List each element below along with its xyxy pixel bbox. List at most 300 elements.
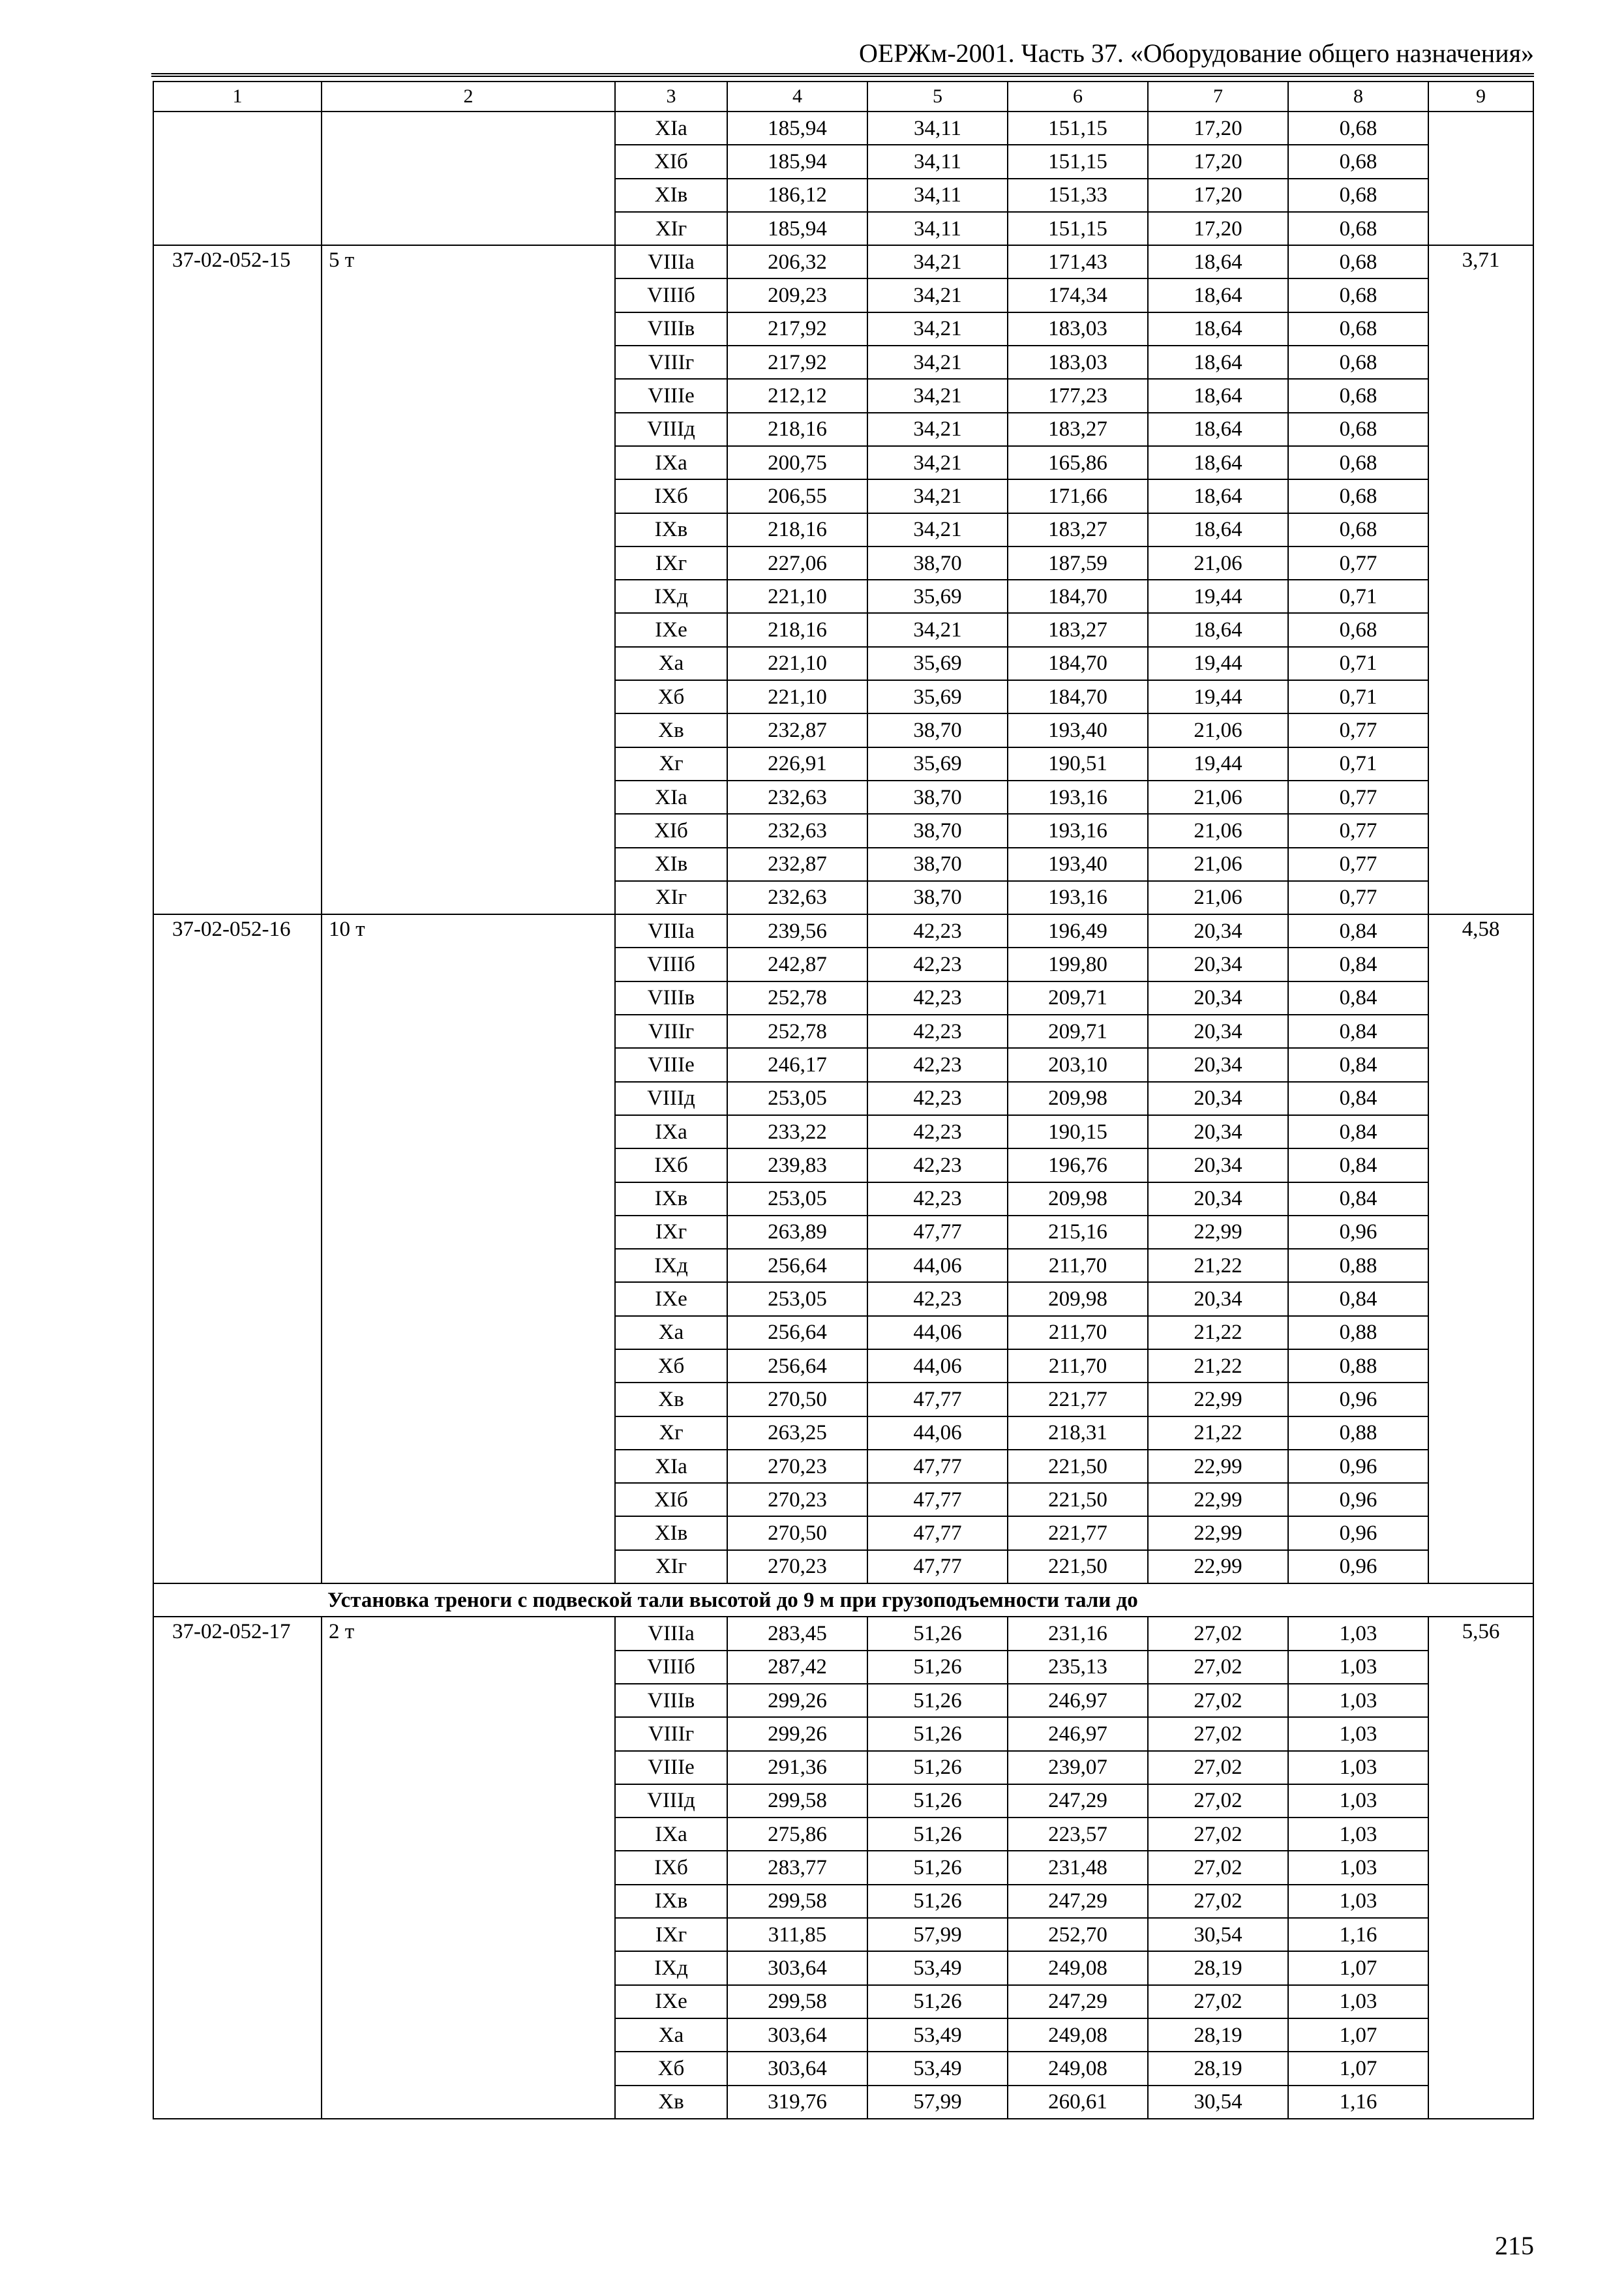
value-cell: 47,77 (867, 1450, 1008, 1483)
zone-cell: VIIIг (615, 1717, 727, 1750)
value-cell: 187,59 (1008, 546, 1148, 580)
value-cell: 0,96 (1288, 1483, 1428, 1516)
value-cell: 217,92 (727, 312, 867, 346)
value-cell: 34,21 (867, 312, 1008, 346)
value-cell: 0,68 (1288, 278, 1428, 312)
capacity-cell (322, 112, 615, 245)
value-cell: 303,64 (727, 1951, 867, 1984)
value-cell: 0,96 (1288, 1383, 1428, 1416)
value-cell: 22,99 (1148, 1483, 1288, 1516)
zone-cell: Xа (615, 2018, 727, 2052)
value-cell: 165,86 (1008, 446, 1148, 479)
zone-cell: VIIIд (615, 1082, 727, 1115)
value-cell: 42,23 (867, 1282, 1008, 1315)
zone-cell: IXв (615, 1182, 727, 1216)
table-row (153, 245, 1533, 278)
value-cell: 34,21 (867, 346, 1008, 379)
value-cell: 0,96 (1288, 1450, 1428, 1483)
value-cell: 1,03 (1288, 1751, 1428, 1784)
zone-cell: XIг (615, 212, 727, 245)
zone-cell: Xв (615, 1383, 727, 1416)
value-cell: 151,15 (1008, 212, 1148, 245)
zone-cell: VIIIд (615, 1784, 727, 1818)
value-cell: 215,16 (1008, 1216, 1148, 1249)
column-number-cell: 5 (867, 82, 1008, 112)
value-cell: 34,21 (867, 278, 1008, 312)
value-cell: 217,92 (727, 346, 867, 379)
value-cell: 42,23 (867, 1082, 1008, 1115)
value-cell: 53,49 (867, 2052, 1008, 2085)
value-cell: 1,16 (1288, 2086, 1428, 2119)
zone-cell: Xв (615, 713, 727, 747)
value-cell: 221,10 (727, 580, 867, 613)
value-cell: 57,99 (867, 2086, 1008, 2119)
zone-cell: IXг (615, 1216, 727, 1249)
value-cell: 253,05 (727, 1282, 867, 1315)
value-cell: 193,40 (1008, 713, 1148, 747)
value-cell: 17,20 (1148, 212, 1288, 245)
value-cell: 246,97 (1008, 1717, 1148, 1750)
value-cell: 0,68 (1288, 245, 1428, 278)
value-cell: 183,27 (1008, 513, 1148, 546)
zone-cell: IXд (615, 1249, 727, 1282)
value-cell: 34,21 (867, 513, 1008, 546)
value-cell: 232,63 (727, 881, 867, 914)
value-cell: 209,98 (1008, 1082, 1148, 1115)
zone-cell: Xб (615, 1349, 727, 1383)
value-cell: 1,16 (1288, 1918, 1428, 1951)
value-cell: 206,32 (727, 245, 867, 278)
zone-cell: XIв (615, 1516, 727, 1549)
value-cell: 47,77 (867, 1483, 1008, 1516)
value-cell: 299,26 (727, 1717, 867, 1750)
value-cell: 0,84 (1288, 914, 1428, 948)
value-cell: 17,20 (1148, 112, 1288, 145)
value-cell: 57,99 (867, 1918, 1008, 1951)
value-cell: 1,03 (1288, 1818, 1428, 1851)
zone-cell: IXг (615, 1918, 727, 1951)
value-cell: 0,68 (1288, 179, 1428, 212)
zone-cell: IXб (615, 1851, 727, 1884)
value-cell: 18,64 (1148, 446, 1288, 479)
zone-cell: Xа (615, 1316, 727, 1349)
column-number-cell: 9 (1428, 82, 1533, 112)
value-cell: 21,06 (1148, 881, 1288, 914)
zone-cell: Xб (615, 2052, 727, 2085)
value-cell: 18,64 (1148, 413, 1288, 446)
code-cell (153, 112, 322, 245)
value-cell: 35,69 (867, 580, 1008, 613)
value-cell: 0,68 (1288, 346, 1428, 379)
value-cell: 203,10 (1008, 1048, 1148, 1081)
value-cell: 174,34 (1008, 278, 1148, 312)
value-cell: 42,23 (867, 981, 1008, 1015)
value-cell: 27,02 (1148, 1717, 1288, 1750)
value-cell: 185,94 (727, 112, 867, 145)
value-cell: 34,11 (867, 179, 1008, 212)
value-cell: 27,02 (1148, 1651, 1288, 1684)
value-cell: 27,02 (1148, 1851, 1288, 1884)
zone-cell: Xб (615, 680, 727, 713)
value-cell: 1,03 (1288, 1651, 1428, 1684)
value-cell: 20,34 (1148, 1082, 1288, 1115)
value-cell: 291,36 (727, 1751, 867, 1784)
value-cell: 242,87 (727, 948, 867, 981)
value-cell: 0,88 (1288, 1416, 1428, 1450)
value-cell: 303,64 (727, 2052, 867, 2085)
value-cell: 260,61 (1008, 2086, 1148, 2119)
page-number: 215 (1495, 2231, 1534, 2260)
value-cell: 42,23 (867, 1115, 1008, 1148)
value-cell: 270,23 (727, 1550, 867, 1583)
value-cell: 221,10 (727, 647, 867, 680)
zone-cell: VIIIд (615, 413, 727, 446)
value-cell: 42,23 (867, 914, 1008, 948)
value-cell: 221,10 (727, 680, 867, 713)
value-cell: 256,64 (727, 1349, 867, 1383)
value-cell: 196,76 (1008, 1148, 1148, 1182)
value-cell: 246,17 (727, 1048, 867, 1081)
value-cell: 21,06 (1148, 713, 1288, 747)
value-cell: 270,50 (727, 1383, 867, 1416)
value-cell: 299,58 (727, 1885, 867, 1918)
value-cell: 0,68 (1288, 112, 1428, 145)
value-cell: 211,70 (1008, 1349, 1148, 1383)
value-cell: 34,11 (867, 145, 1008, 178)
value-cell: 17,20 (1148, 179, 1288, 212)
zone-cell: VIIIб (615, 278, 727, 312)
value-cell: 51,26 (867, 1985, 1008, 2018)
value-cell: 0,96 (1288, 1550, 1428, 1583)
value-cell: 1,03 (1288, 1851, 1428, 1884)
value-cell: 235,13 (1008, 1651, 1148, 1684)
zone-cell: IXв (615, 513, 727, 546)
value-cell: 221,77 (1008, 1383, 1148, 1416)
column-number-cell: 1 (153, 82, 322, 112)
zone-cell: IXг (615, 546, 727, 580)
value-cell: 0,84 (1288, 1115, 1428, 1148)
value-cell: 0,71 (1288, 747, 1428, 781)
value-cell: 275,86 (727, 1818, 867, 1851)
value-cell: 47,77 (867, 1383, 1008, 1416)
value-cell: 252,78 (727, 981, 867, 1015)
value-cell: 0,68 (1288, 613, 1428, 646)
value-cell: 263,25 (727, 1416, 867, 1450)
value-cell: 218,16 (727, 513, 867, 546)
value-cell: 211,70 (1008, 1316, 1148, 1349)
value-cell: 299,58 (727, 1784, 867, 1818)
value-cell: 21,06 (1148, 781, 1288, 814)
zone-cell: IXд (615, 1951, 727, 1984)
value-cell: 28,19 (1148, 2018, 1288, 2052)
value-cell: 190,15 (1008, 1115, 1148, 1148)
value-cell: 199,80 (1008, 948, 1148, 981)
value-cell: 183,27 (1008, 413, 1148, 446)
value-cell: 20,34 (1148, 1282, 1288, 1315)
zone-cell: IXв (615, 1885, 727, 1918)
value-cell: 42,23 (867, 948, 1008, 981)
value-cell: 22,99 (1148, 1383, 1288, 1416)
value-cell: 1,03 (1288, 1717, 1428, 1750)
value-cell: 209,98 (1008, 1182, 1148, 1216)
value-cell: 34,21 (867, 446, 1008, 479)
value-cell: 20,34 (1148, 1182, 1288, 1216)
page-header-title: ОЕРЖм-2001. Часть 37. «Оборудование общего назначения» (859, 38, 1534, 68)
value-cell: 256,64 (727, 1316, 867, 1349)
value-cell: 0,84 (1288, 948, 1428, 981)
value-cell: 34,11 (867, 112, 1008, 145)
value-cell: 34,21 (867, 479, 1008, 513)
value-cell: 34,21 (867, 613, 1008, 646)
value-cell: 151,15 (1008, 112, 1148, 145)
value-cell: 21,22 (1148, 1416, 1288, 1450)
value-cell: 30,54 (1148, 1918, 1288, 1951)
value-cell: 18,64 (1148, 613, 1288, 646)
value-cell: 44,06 (867, 1349, 1008, 1383)
zone-cell: VIIIв (615, 981, 727, 1015)
value-cell: 233,22 (727, 1115, 867, 1148)
value-cell: 34,11 (867, 212, 1008, 245)
value-cell: 200,75 (727, 446, 867, 479)
zone-cell: VIIIа (615, 914, 727, 948)
value-cell: 51,26 (867, 1717, 1008, 1750)
zone-cell: XIв (615, 848, 727, 881)
value-cell: 299,26 (727, 1684, 867, 1717)
value-cell: 0,84 (1288, 981, 1428, 1015)
value-cell: 151,15 (1008, 145, 1148, 178)
zone-cell: XIб (615, 145, 727, 178)
value-cell: 196,49 (1008, 914, 1148, 948)
value-cell: 0,68 (1288, 145, 1428, 178)
value-cell: 249,08 (1008, 2052, 1148, 2085)
value-cell: 193,40 (1008, 848, 1148, 881)
section-title: Установка треноги с подвеской тали высотой до 9 м при грузоподъемности тали до (153, 1583, 1533, 1617)
value-cell: 0,71 (1288, 680, 1428, 713)
value-cell: 232,63 (727, 814, 867, 847)
value-cell: 22,99 (1148, 1450, 1288, 1483)
value-cell: 184,70 (1008, 580, 1148, 613)
zone-cell: VIIIг (615, 346, 727, 379)
value-cell: 21,06 (1148, 848, 1288, 881)
value-cell: 0,88 (1288, 1249, 1428, 1282)
rate-code-cell: 37-02-052-15 (153, 245, 322, 914)
value-cell: 22,99 (1148, 1550, 1288, 1583)
value-cell: 0,84 (1288, 1082, 1428, 1115)
value-cell: 35,69 (867, 647, 1008, 680)
value-cell: 209,98 (1008, 1282, 1148, 1315)
zone-cell: VIIIг (615, 1015, 727, 1048)
zone-cell: VIIIе (615, 379, 727, 412)
value-cell: 218,31 (1008, 1416, 1148, 1450)
value-cell: 21,22 (1148, 1249, 1288, 1282)
value-cell: 319,76 (727, 2086, 867, 2119)
zone-cell: XIа (615, 781, 727, 814)
value-cell: 47,77 (867, 1216, 1008, 1249)
rate-code-cell: 37-02-052-17 (153, 1617, 322, 2118)
value-cell: 299,58 (727, 1985, 867, 2018)
value-cell: 184,70 (1008, 680, 1148, 713)
zone-cell: IXд (615, 580, 727, 613)
value-cell: 51,26 (867, 1684, 1008, 1717)
value-cell: 20,34 (1148, 1015, 1288, 1048)
table-row (153, 112, 1533, 145)
value-cell: 226,91 (727, 747, 867, 781)
value-cell: 209,71 (1008, 981, 1148, 1015)
value-cell: 246,97 (1008, 1684, 1148, 1717)
value-cell: 20,34 (1148, 948, 1288, 981)
value-cell: 20,34 (1148, 1048, 1288, 1081)
zone-cell: XIв (615, 179, 727, 212)
value-cell: 232,63 (727, 781, 867, 814)
value-cell: 0,77 (1288, 881, 1428, 914)
value-cell: 27,02 (1148, 1617, 1288, 1650)
value-cell: 38,70 (867, 713, 1008, 747)
value-cell: 35,69 (867, 747, 1008, 781)
col9-cell (1428, 112, 1533, 245)
value-cell: 185,94 (727, 145, 867, 178)
value-cell: 1,03 (1288, 1617, 1428, 1650)
value-cell: 22,99 (1148, 1516, 1288, 1549)
value-cell: 211,70 (1008, 1249, 1148, 1282)
value-cell: 263,89 (727, 1216, 867, 1249)
value-cell: 0,68 (1288, 513, 1428, 546)
value-cell: 51,26 (867, 1885, 1008, 1918)
value-cell: 190,51 (1008, 747, 1148, 781)
value-cell: 0,68 (1288, 413, 1428, 446)
section-title-row (153, 1583, 1533, 1617)
value-cell: 193,16 (1008, 881, 1148, 914)
value-cell: 252,78 (727, 1015, 867, 1048)
value-cell: 51,26 (867, 1851, 1008, 1884)
value-cell: 51,26 (867, 1784, 1008, 1818)
col9-cell: 3,71 (1428, 245, 1533, 914)
value-cell: 0,84 (1288, 1148, 1428, 1182)
value-cell: 193,16 (1008, 781, 1148, 814)
table-body (153, 82, 1533, 2119)
value-cell: 47,77 (867, 1550, 1008, 1583)
value-cell: 151,33 (1008, 179, 1148, 212)
value-cell: 34,21 (867, 413, 1008, 446)
value-cell: 218,16 (727, 413, 867, 446)
zone-cell: XIа (615, 1450, 727, 1483)
value-cell: 252,70 (1008, 1918, 1148, 1951)
value-cell: 183,27 (1008, 613, 1148, 646)
value-cell: 209,71 (1008, 1015, 1148, 1048)
value-cell: 51,26 (867, 1651, 1008, 1684)
value-cell: 27,02 (1148, 1818, 1288, 1851)
table-row (153, 914, 1533, 948)
value-cell: 51,26 (867, 1751, 1008, 1784)
value-cell: 38,70 (867, 848, 1008, 881)
value-cell: 183,03 (1008, 346, 1148, 379)
value-cell: 177,23 (1008, 379, 1148, 412)
rate-code-cell: 37-02-052-16 (153, 914, 322, 1583)
value-cell: 38,70 (867, 546, 1008, 580)
rates-table (153, 81, 1534, 2119)
zone-cell: IXа (615, 1818, 727, 1851)
value-cell: 283,45 (727, 1617, 867, 1650)
value-cell: 247,29 (1008, 1985, 1148, 2018)
value-cell: 1,07 (1288, 1951, 1428, 1984)
zone-cell: XIа (615, 112, 727, 145)
value-cell: 0,71 (1288, 647, 1428, 680)
value-cell: 44,06 (867, 1316, 1008, 1349)
value-cell: 35,69 (867, 680, 1008, 713)
value-cell: 53,49 (867, 2018, 1008, 2052)
value-cell: 186,12 (727, 179, 867, 212)
value-cell: 287,42 (727, 1651, 867, 1684)
value-cell: 303,64 (727, 2018, 867, 2052)
value-cell: 0,68 (1288, 479, 1428, 513)
value-cell: 270,23 (727, 1450, 867, 1483)
value-cell: 1,03 (1288, 1885, 1428, 1918)
value-cell: 21,22 (1148, 1316, 1288, 1349)
zone-cell: VIIIе (615, 1751, 727, 1784)
value-cell: 20,34 (1148, 1148, 1288, 1182)
value-cell: 18,64 (1148, 479, 1288, 513)
value-cell: 0,88 (1288, 1316, 1428, 1349)
value-cell: 42,23 (867, 1148, 1008, 1182)
value-cell: 193,16 (1008, 814, 1148, 847)
zone-cell: VIIIв (615, 312, 727, 346)
value-cell: 38,70 (867, 881, 1008, 914)
zone-cell: XIг (615, 1550, 727, 1583)
value-cell: 27,02 (1148, 1985, 1288, 2018)
zone-cell: VIIIв (615, 1684, 727, 1717)
zone-cell: XIг (615, 881, 727, 914)
zone-cell: IXе (615, 1985, 727, 2018)
zone-cell: IXа (615, 446, 727, 479)
value-cell: 0,68 (1288, 312, 1428, 346)
value-cell: 28,19 (1148, 2052, 1288, 2085)
value-cell: 1,03 (1288, 1784, 1428, 1818)
value-cell: 0,96 (1288, 1516, 1428, 1549)
value-cell: 30,54 (1148, 2086, 1288, 2119)
value-cell: 42,23 (867, 1048, 1008, 1081)
value-cell: 184,70 (1008, 647, 1148, 680)
value-cell: 44,06 (867, 1416, 1008, 1450)
value-cell: 51,26 (867, 1818, 1008, 1851)
value-cell: 221,50 (1008, 1483, 1148, 1516)
value-cell: 232,87 (727, 713, 867, 747)
value-cell: 253,05 (727, 1182, 867, 1216)
value-cell: 0,88 (1288, 1349, 1428, 1383)
value-cell: 239,07 (1008, 1751, 1148, 1784)
value-cell: 0,68 (1288, 379, 1428, 412)
value-cell: 171,43 (1008, 245, 1148, 278)
value-cell: 218,16 (727, 613, 867, 646)
value-cell: 53,49 (867, 1951, 1008, 1984)
value-cell: 232,87 (727, 848, 867, 881)
value-cell: 209,23 (727, 278, 867, 312)
value-cell: 270,50 (727, 1516, 867, 1549)
zone-cell: VIIIа (615, 1617, 727, 1650)
capacity-cell: 10 т (322, 914, 615, 1583)
value-cell: 1,03 (1288, 1684, 1428, 1717)
value-cell: 18,64 (1148, 245, 1288, 278)
value-cell: 1,07 (1288, 2018, 1428, 2052)
value-cell: 311,85 (727, 1918, 867, 1951)
value-cell: 38,70 (867, 814, 1008, 847)
zone-cell: VIIIе (615, 1048, 727, 1081)
column-number-cell: 3 (615, 82, 727, 112)
value-cell: 38,70 (867, 781, 1008, 814)
zone-cell: VIIIа (615, 245, 727, 278)
value-cell: 18,64 (1148, 379, 1288, 412)
value-cell: 185,94 (727, 212, 867, 245)
zone-cell: VIIIб (615, 1651, 727, 1684)
value-cell: 22,99 (1148, 1216, 1288, 1249)
